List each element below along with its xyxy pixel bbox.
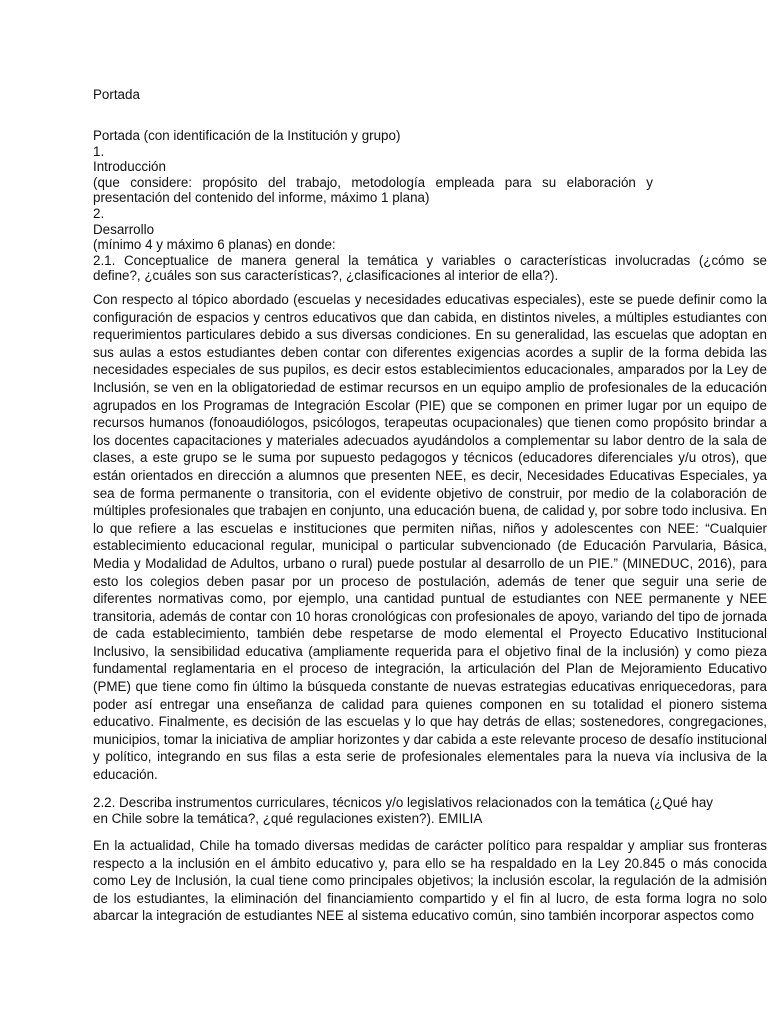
outline-number-1: 1. [93, 143, 105, 159]
question-2-2-line2: en Chile sobre la temática?, ¿qué regulaciones existen?). EMILIA [93, 810, 483, 826]
question-2-2 [93, 795, 733, 826]
question-2-2-line1: 2.2. Describa instrumentos curriculares, técnicos y/o legislativos relacionados con la temática (¿Qué hay [93, 795, 713, 810]
outline-intro-title: Introducción [93, 159, 166, 175]
outline-intro-desc-cont: presentación del contenido del informe, máximo 1 plana) [93, 190, 430, 206]
outline-intro-desc: (que considere: propósito del trabajo, metodología empleada para su elaboración y [93, 174, 653, 190]
question-2-1-cont: define?, ¿cuáles son sus características?, ¿clasificaciones al interior de ella?). [93, 268, 559, 284]
outline-dev-title: Desarrollo [93, 221, 155, 237]
paragraph-chile-inclusion: En la actualidad, Chile ha tomado diversas medidas de carácter político para respaldar y ampliar sus fronteras respecto a la inclusión en el ámbito educativo y, para ello se ha respaldado en la Ley 20.845 o más conocida como Ley de Inclusión, la cual tiene como principales objetivos; la inclusión escolar, la regulación de la admisión de los estudiantes, la eliminación del financiamiento compartido y el fin al lucro, de esta forma logra no solo abarcar la integración de estudiantes NEE al sistema educativo común, sino también incorporar aspectos como [93, 838, 767, 924]
outline-number-2: 2. [93, 205, 105, 221]
outline-dev-desc: (mínimo 4 y máximo 6 planas) en donde: [93, 237, 336, 253]
page-heading: Portada [93, 87, 140, 102]
assignment-outline [93, 128, 767, 284]
question-2-1: 2.1. Conceptualice de manera general la temática y variables o características involucradas (¿cómo se [93, 252, 767, 268]
paragraph-schools-nee: Con respecto al tópico abordado (escuelas y necesidades educativas especiales), este se puede definir como la configuración de espacios y centros educativos que dan cabida, en distintos niveles, a múltiples estudiantes con requerimientos particulares debido a sus diversas condiciones. En su generalidad, las escuelas que adoptan en sus aulas a estos estudiantes deben contar con diferentes exigencias acordes a suplir de la forma debida las necesidades especiales de sus pupilos, es decir estos establecimientos educacionales, amparados por la Ley de Inclusión, se ven en la obligatoriedad de estimar recursos en un equipo amplio de profesionales de la educación agrupados en los Programas de Integración Escolar (PIE) que se componen en primer lugar por un equipo de recursos humanos (fonoaudiólogos, psicólogos, terapeutas ocupacionales) que tienen como propósito brindar a los docentes capacitaciones y materiales adecuados ayudándolos a complementar su labor dentro de la sala de clases, a este grupo se le suma por supuesto pedagogos y técnicos (educadores diferenciales y/u otros), que están orientados en dirección a alumnos que presenten NEE, es decir, Necesidades Educativas Especiales, ya sea de forma permanente o transitoria, con el evidente objetivo de construir, por medio de la colaboración de múltiples profesionales que trabajen en conjunto, una educación buena, de calidad y, por sobre todo inclusiva. En lo que refiere a las escuelas e instituciones que permiten niñas, niños y adolescentes con NEE: “Cualquier establecimiento educacional regular, municipal o particular subvencionado (de Educación Parvularia, Básica, Media y Modalidad de Adultos, urbano o rural) puede postular al desarrollo de un PIE.” (MINEDUC, 2016), para esto los colegios deben pasar por un proceso de postulación, además de tener que seguir una serie de diferentes normativas como, por ejemplo, una cantidad puntual de estudiantes con NEE permanente y NEE transitoria, además de contar con 10 horas cronológicas con profesionales de apoyo, variando del tipo de jornada de cada establecimiento, también debe respetarse de modo elemental el Proyecto Educativo Institucional Inclusivo, la sensibilidad educativa (ampliamente requerida para el objetivo final de la inclusión) y como pieza fundamental reglamentaria en el proceso de integración, la articulación del Plan de Mejoramiento Educativo (PME) que tiene como fin último la búsqueda constante de nuevas estrategias educativas enriquecedoras, para poder así entregar una enseñanza de calidad para quienes componen en su totalidad el pionero sistema educativo. Finalmente, es decisión de las escuelas y lo que hay detrás de ellas; sostenedores, congregaciones, municipios, tomar la iniciativa de ampliar horizontes y dar cabida a este relevante proceso de desafío institucional y político, integrando en sus filas a esta serie de profesionales elementales para la nueva vía inclusiva de la educación. [93, 292, 767, 783]
outline-cover-line: Portada (con identificación de la Institución y grupo) [93, 128, 401, 143]
